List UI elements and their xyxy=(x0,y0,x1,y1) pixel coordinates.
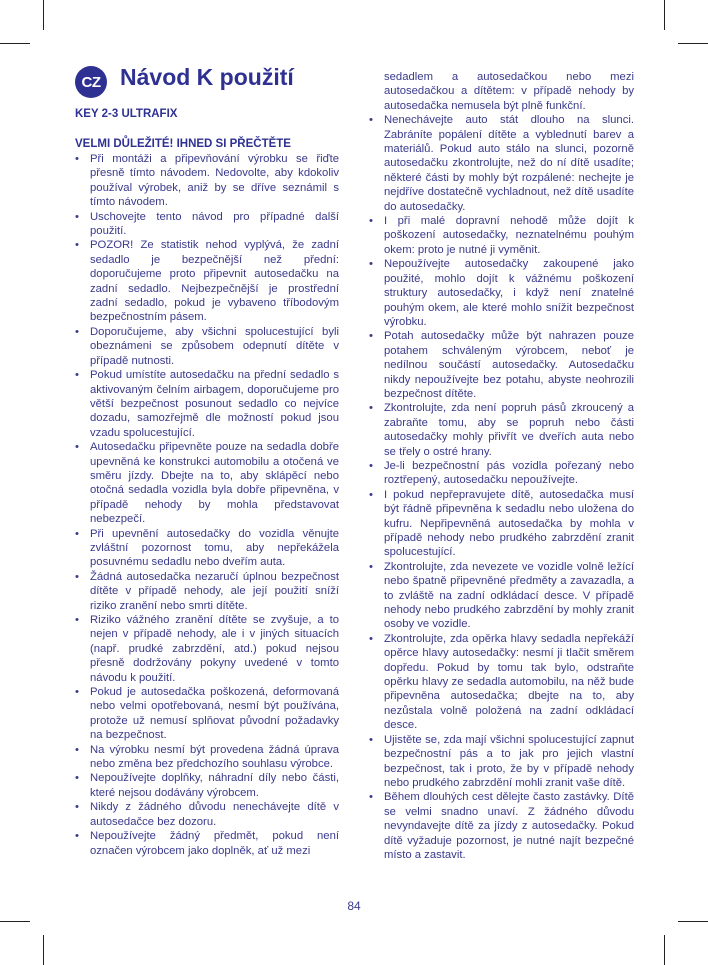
instructions-column-left xyxy=(75,152,339,858)
model-name: KEY 2-3 ULTRAFIX xyxy=(75,108,178,120)
list-item: • POZOR! Ze statistik nehod vyplývá, že zadní sedadlo je bezpečnější než přední: doporučujeme proto připevnit autosedačku na zadní sedadlo. Nejbezpečnější je prostřední zadní sedadlo, pokud je vybaveno tříbodovým bezpečnostním pásem. xyxy=(75,238,339,324)
list-item: • Nenechávejte auto stát dlouho na slunci. Zabráníte popálení dítěte a vyblednutí barev a materiálů. Pokud auto stálo na slunci, pozorně autosedačku zkontrolujte, než do ní dítě usadíte; některé části by mohly být rozpálené: nechejte je nejdříve dostatečně vychladnout, než dítě usadíte do autosedačky. xyxy=(369,113,634,214)
list-item: • I při malé dopravní nehodě může dojít k poškození autosedačky, neznatelnému pouhým okem: proto je nutné ji vyměnit. xyxy=(369,214,634,257)
list-item: • Zkontrolujte, zda opěrka hlavy sedadla nepřekáží opěrce hlavy autosedačky: nesmí ji tlačit směrem dopředu. Pokud by tomu tak bylo, odstraňte opěrku hlavy ze sedadla automobilu, na něž bude připevněna autosedačka; dbejte na to, aby nezůstala volně položená na zadní odkládací desce. xyxy=(369,632,634,733)
list-item: • Pokud umístíte autosedačku na přední sedadlo s aktivovaným čelním airbagem, doporučujeme pro větší bezpečnost posunout sedadlo co nejvíce dozadu, samozřejmě dle možností pokud jsou vzadu spolucestující. xyxy=(75,368,339,440)
list-item: • Pokud je autosedačka poškozená, deformovaná nebo velmi opotřebovaná, nesmí být používána, protože už nemusí splňovat původní požadavky na bezpečnost. xyxy=(75,685,339,743)
list-item: • I pokud nepřepravujete dítě, autosedačka musí být řádně připevněna k sedadlu nebo uložena do kufru. Nepřipevněná autosedačka by mohla v případě nehody nebo prudkého zabrzdění zranit spolucestující. xyxy=(369,488,634,560)
list-item: • Autosedačku připevněte pouze na sedadla dobře upevněná ke konstrukci automobilu a otočená ve směru jízdy. Dbejte na to, aby sklápěcí nebo otočná sedadla vozidla byla dobře připevněna, v případě nehody by mohla představovat nebezpečí. xyxy=(75,440,339,526)
list-item: • Zkontrolujte, zda není popruh pásů zkroucený a zabraňte tomu, aby se popruh nebo části autosedačky mohly přivřít ve dveřích auta nebo se třely o ostré hrany. xyxy=(369,401,634,459)
instructions-column-right xyxy=(369,70,634,862)
important-heading: VELMI DŮLEŽITÉ! IHNED SI PŘEČTĚTE xyxy=(75,138,291,150)
list-item: • Žádná autosedačka nezaručí úplnou bezpečnost dítěte v případě nehody, ale její použití sníží riziko zranění nebo smrti dítěte. xyxy=(75,570,339,613)
list-item: • Zkontrolujte, zda nevezete ve vozidle volně ležící nebo špatně připevněné předměty a zavazadla, a to zvláště na zadní odkládací desce. V případě nehody nebo prudkého zabrzdění by mohly zranit osoby ve vozidle. xyxy=(369,560,634,632)
language-badge: CZ xyxy=(75,66,107,98)
crop-mark xyxy=(43,0,44,30)
crop-mark xyxy=(664,935,665,965)
list-item: • Nepoužívejte doplňky, náhradní díly nebo části, které nejsou dodávány výrobcem. xyxy=(75,771,339,800)
list-item: • Při upevnění autosedačky do vozidla věnujte zvláštní pozornost tomu, aby nepřekážela posuvnému sedadlu nebo dveřím auta. xyxy=(75,527,339,570)
crop-mark xyxy=(0,43,30,44)
list-item: • Nepoužívejte autosedačky zakoupené jako použité, mohlo dojít k vážnému poškození struktury autosedačky, i když není znatelné pouhým okem, ale které mohlo snížit bezpečnost výrobku. xyxy=(369,257,634,329)
list-item: • Je-li bezpečnostní pás vozidla pořezaný nebo roztřepený, autosedačku nepoužívejte. xyxy=(369,459,634,488)
list-item: • Uschovejte tento návod pro případné další použití. xyxy=(75,210,339,239)
list-item: • Na výrobku nesmí být provedena žádná úprava nebo změna bez předchozího souhlasu výrobce. xyxy=(75,743,339,772)
list-item: • Riziko vážného zranění dítěte se zvyšuje, a to nejen v případě nehody, ale i v jiných situacích (např. prudké zabrzdění, atd.) pokud nejsou přesně dodržovány pokyny uvedené v tomto návodu k použití. xyxy=(75,613,339,685)
crop-mark xyxy=(43,935,44,965)
list-item: • Doporučujeme, aby všichni spolucestující byli obeznámeni se způsobem odepnutí dítěte v případě nutnosti. xyxy=(75,325,339,368)
page-number: 84 xyxy=(347,899,361,913)
crop-mark xyxy=(0,921,30,922)
list-item: • Při montáži a připevňování výrobku se řiďte přesně tímto návodem. Nedovolte, aby kdokoliv používal výrobek, aniž by se dříve seznámil s tímto návodem. xyxy=(75,152,339,210)
list-item: • Ujistěte se, zda mají všichni spolucestující zapnut bezpečnostní pás a to jak pro jejich vlastní bezpečnost, tak i proto, že by v případě nehody nebo prudkého zabrzdění mohli zranit vaše dítě. xyxy=(369,733,634,791)
list-item: • Nepoužívejte žádný předmět, pokud není označen výrobcem jako doplněk, ať už mezi xyxy=(75,829,339,858)
list-item: • Potah autosedačky může být nahrazen pouze potahem schváleným výrobcem, neboť je nedílnou součástí autosedačky. Autosedačku nikdy nepoužívejte bez potahu, abyste neohrozili bezpečnost dítěte. xyxy=(369,329,634,401)
crop-mark xyxy=(678,921,708,922)
list-item: • Nikdy z žádného důvodu nenechávejte dítě v autosedačce bez dozoru. xyxy=(75,800,339,829)
list-item-continuation: sedadlem a autosedačkou nebo mezi autosedačkou a dítětem: v případě nehody by autosedačka nemusela být plně funkční. xyxy=(384,71,634,112)
list-item: • Během dlouhých cest dělejte často zastávky. Dítě se velmi snadno unaví. Z žádného důvodu nevyndavejte dítě za jízdy z autosedačky. Pokud dítě vyžaduje pozornost, je nutné najít bezpečné místo a zastavit. xyxy=(369,790,634,862)
crop-mark xyxy=(664,0,665,30)
crop-mark xyxy=(678,43,708,44)
page-title: Návod K použití xyxy=(120,64,294,90)
